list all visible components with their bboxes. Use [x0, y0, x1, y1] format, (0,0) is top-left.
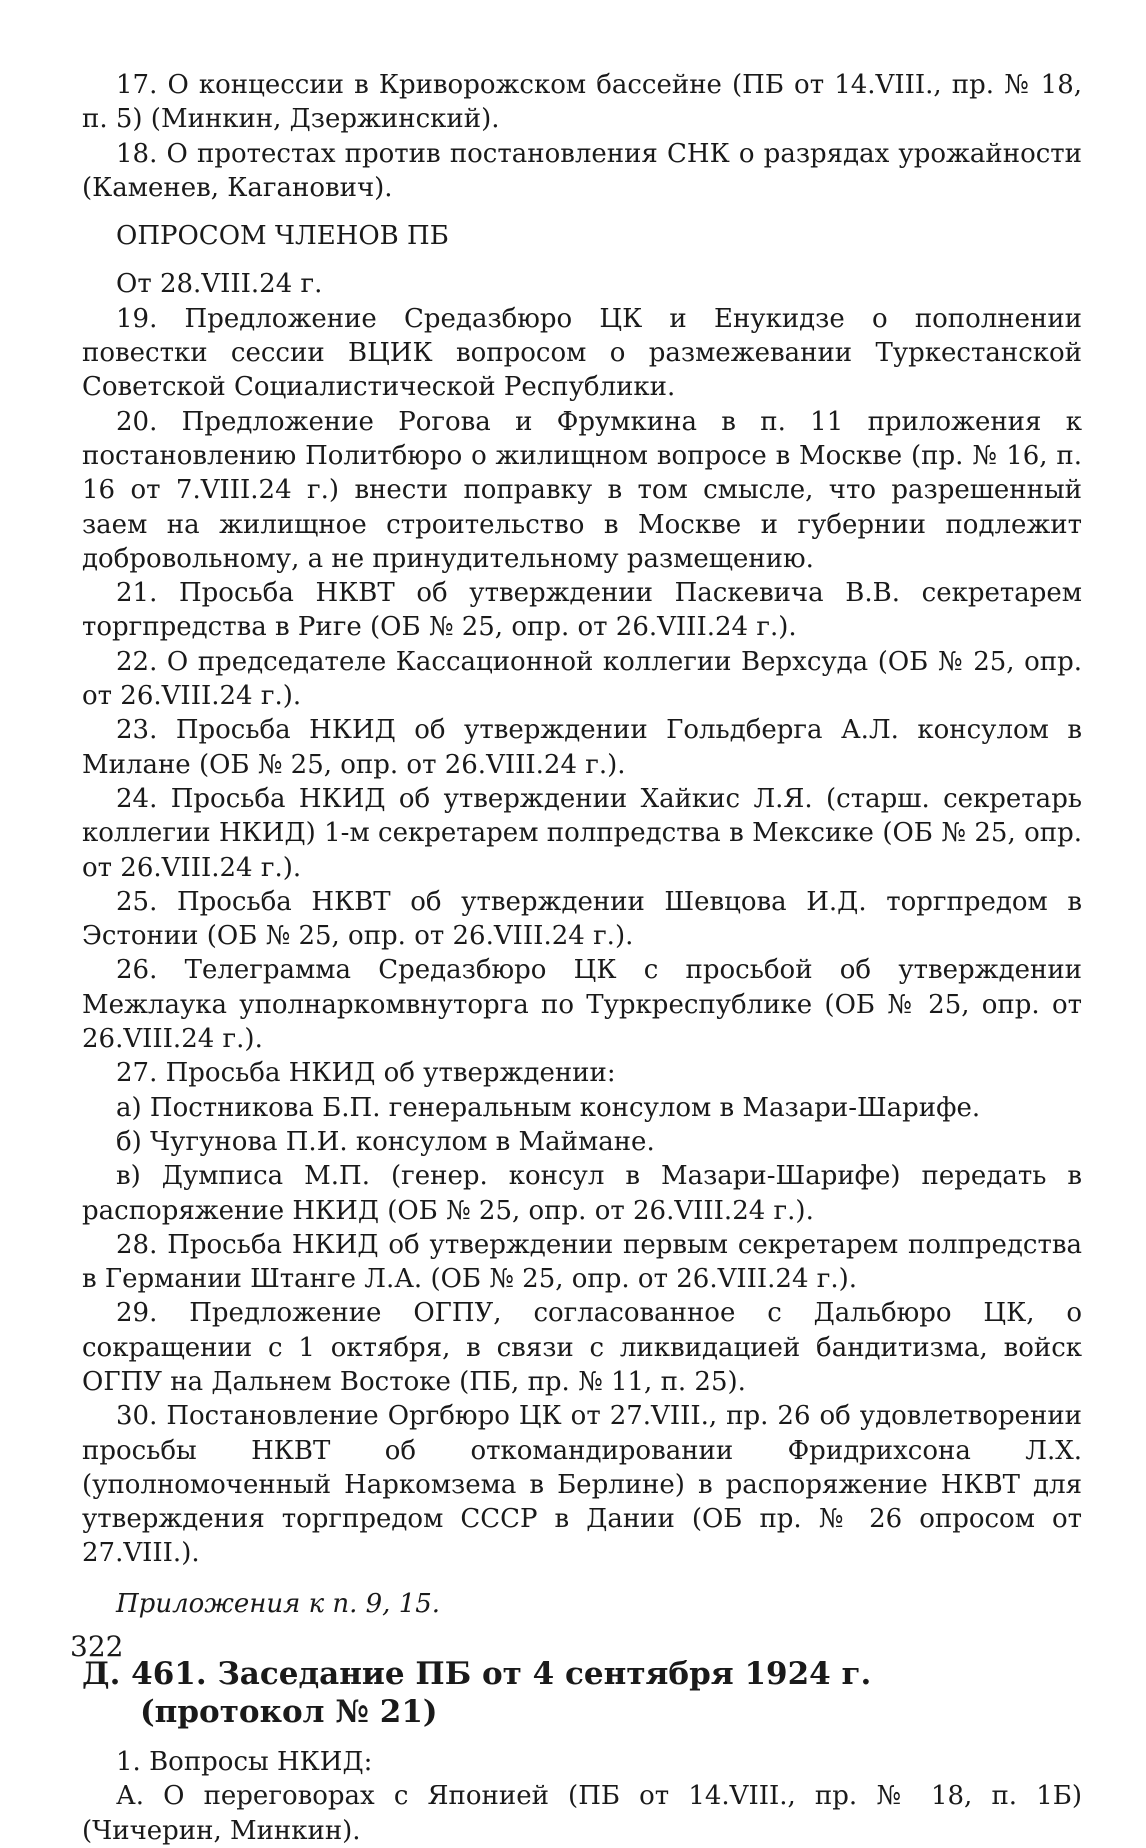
agenda-item-20: 20. Предложение Рогова и Фрумкина в п. 11 приложения к постановлению Политбюро о жилищном вопросе в Москве (пр. № 16, п. 16 от 7.VIII.24 г.) внести поправку в том смысле, что разрешенный заем на жилищное строительство в Москве и губернии подлежит добровольному, а не принудительному размещению. — [82, 406, 1082, 574]
agenda-item-18: 18. О протестах против постановления СНК о разрядах урожайности (Каменев, Каганович). — [82, 138, 1082, 203]
agenda-item-1: 1. Вопросы НКИД: — [116, 1747, 373, 1778]
agenda-item-17: 17. О концессии в Криворожском бассейне (ПБ от 14.VIII., пр. № 18, п. 5) (Минкин, Дзержинский). — [82, 70, 1082, 135]
agenda-item-26: 26. Телеграмма Средазбюро ЦК с просьбой об утверждении Межлаука уполнаркомвнуторга по Туркреспублике (ОБ № 25, опр. от 26.VIII.24 г.). — [82, 955, 1082, 1055]
agenda-item-21: 21. Просьба НКВТ об утверждении Паскевича В.В. секретарем торгпредства в Риге (ОБ № 25, опр. от 26.VIII.24 г.). — [82, 578, 1082, 643]
document-body — [82, 68, 1082, 1848]
section-heading-line1: Д. 461. Заседание ПБ от 4 сентября 1924 г. — [82, 1656, 872, 1693]
agenda-item-19: 19. Предложение Средазбюро ЦК и Енукидзе о пополнении повестки сессии ВЦИК вопросом о размежевании Туркестанской Советской Социалистической Республики. — [82, 303, 1082, 403]
agenda-item-24: 24. Просьба НКИД об утверждении Хайкис Л.Я. (старш. секретарь коллегии НКИД) 1-м секретарем полпредства в Мексике (ОБ № 25, опр. от 26.VIII.24 г.). — [82, 783, 1082, 883]
poll-heading: ОПРОСОМ ЧЛЕНОВ ПБ — [116, 221, 449, 252]
agenda-item-27a: а) Постникова Б.П. генеральным консулом в Мазари-Шарифе. — [116, 1092, 981, 1123]
section-heading-line2: (протокол № 21) — [140, 1694, 438, 1731]
section-heading — [82, 1655, 1082, 1731]
agenda-item-1a: А. О переговорах с Японией (ПБ от 14.VIII., пр. № 18, п. 1Б) (Чичерин, Минкин). — [82, 1781, 1082, 1846]
agenda-item-29: 29. Предложение ОГПУ, согласованное с Дальбюро ЦК, о сокращении с 1 октября, в связи с ликвидацией бандитизма, войск ОГПУ на Дальнем Востоке (ПБ, пр. № 11, п. 25). — [82, 1298, 1082, 1397]
agenda-item-27v: в) Думписа М.П. (генер. консул в Мазари-Шарифе) передать в распоряжение НКИД (ОБ № 25, опр. от 26.VIII.24 г.). — [82, 1161, 1082, 1226]
agenda-item-23: 23. Просьба НКИД об утверждении Гольдберга А.Л. консулом в Милане (ОБ № 25, опр. от 26.VIII.24 г.). — [82, 715, 1082, 780]
agenda-item-27b: б) Чугунова П.И. консулом в Маймане. — [116, 1126, 655, 1157]
page-number: 322 — [70, 1630, 124, 1663]
agenda-item-25: 25. Просьба НКВТ об утверждении Шевцова И.Д. торгпредом в Эстонии (ОБ № 25, опр. от 26.VIII.24 г.). — [82, 886, 1082, 952]
poll-date: От 28.VIII.24 г. — [116, 269, 323, 300]
agenda-item-27: 27. Просьба НКИД об утверждении: — [116, 1058, 616, 1089]
agenda-item-22: 22. О председателе Кассационной коллегии Верхсуда (ОБ № 25, опр. от 26.VIII.24 г.). — [82, 646, 1082, 712]
appendix-note: Приложения к п. 9, 15. — [116, 1588, 441, 1619]
agenda-item-30: 30. Постановление Оргбюро ЦК от 27.VIII., пр. 26 об удовлетворении просьбы НКВТ об откомандировании Фридрихсона Л.Х. (уполномоченный Наркомзема в Берлине) в распоряжение НКВТ для утверждения торгпредом СССР в Дании (ОБ пр. № 26 опросом от 27.VIII.). — [82, 1401, 1082, 1569]
agenda-item-28: 28. Просьба НКИД об утверждении первым секретарем полпредства в Германии Штанге Л.А. (ОБ № 25, опр. от 26.VIII.24 г.). — [82, 1229, 1082, 1295]
